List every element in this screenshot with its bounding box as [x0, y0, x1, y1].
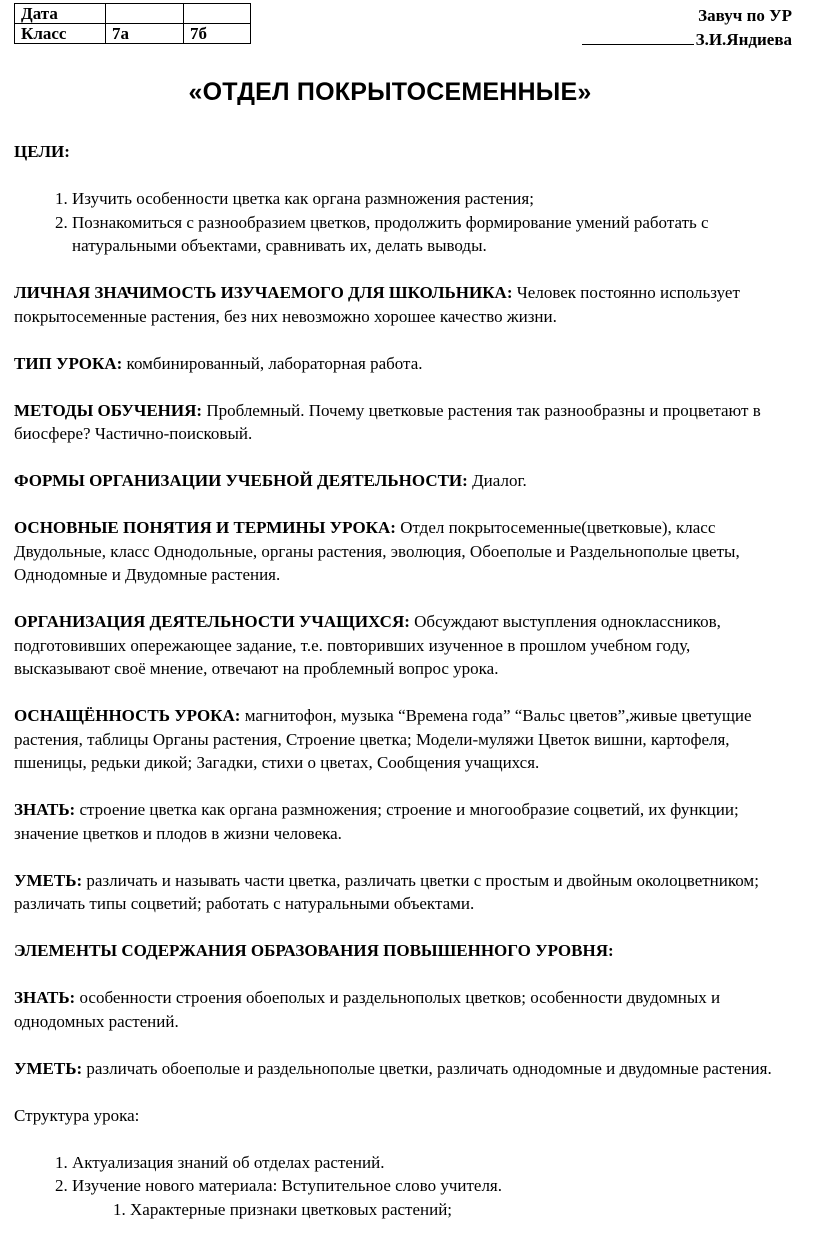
section-equipment — [14, 704, 790, 775]
section-advanced-be-able — [14, 1057, 790, 1081]
table-cell — [184, 4, 251, 24]
section-label: МЕТОДЫ ОБУЧЕНИЯ: — [14, 400, 203, 420]
structure-list — [14, 1151, 790, 1222]
section-know — [14, 798, 790, 845]
approval-block — [582, 4, 792, 52]
section-teaching-methods — [14, 399, 790, 446]
section-text: Диалог. — [467, 471, 527, 490]
list-item: 1. Актуализация знаний об отделах растений. — [72, 1151, 790, 1175]
section-label: ЗНАТЬ: — [14, 988, 76, 1007]
approver-title: Завуч по УР — [698, 6, 792, 25]
section-text: Проблемный. Почему цветковые растения так разнообразны и процветают в биосфере? Частично-поисковый. — [14, 400, 761, 443]
list-item: 1. Изучить особенности цветка как органа размножения растения; — [72, 187, 790, 211]
approver-signature — [582, 28, 792, 52]
section-activity-forms — [14, 469, 790, 493]
section-key-terms — [14, 516, 790, 587]
section-label: ФОРМЫ ОРГАНИЗАЦИИ УЧЕБНОЙ ДЕЯТЕЛЬНОСТИ: — [14, 471, 468, 490]
section-text: различать и называть части цветка, различать цветки с простым и двойным околоцветником; различать типы соцветий; работать с натуральными объектами. — [14, 870, 759, 913]
signature-line — [582, 28, 694, 45]
section-personal-significance — [14, 281, 790, 328]
table-cell — [106, 4, 184, 24]
section-student-activity — [14, 610, 790, 681]
document-title: «ОТДЕЛ ПОКРЫТОСЕМЕННЫЕ» — [188, 78, 592, 106]
document-body — [14, 140, 790, 1245]
section-label: УМЕТЬ: — [14, 870, 83, 890]
goals-heading: ЦЕЛИ: — [14, 142, 70, 161]
table-cell: 7б — [184, 24, 251, 44]
section-text: магнитофон, музыка “Времена года” “Вальс цветов”,живые цветущие растения, таблицы Органы растения, Строение цветка; Модели-муляжи Цветок вишни, картофеля, пшеницы, редьки дикой; Загадки, стихи о цветах, Сообщения учащихся. — [14, 706, 752, 772]
section-text: Человек постоянно использует покрытосеменные растения, без них невозможно хорошее качество жизни. — [14, 283, 740, 326]
section-lesson-type — [14, 352, 790, 376]
section-label: ЗНАТЬ: — [14, 800, 76, 819]
section-label: ОСНАЩЁННОСТЬ УРОКА: — [14, 706, 241, 725]
section-label: ОСНОВНЫЕ ПОНЯТИЯ И ТЕРМИНЫ УРОКА: — [14, 518, 396, 537]
table-cell: 7а — [106, 24, 184, 44]
table-row — [15, 4, 251, 24]
list-item — [72, 1174, 790, 1221]
section-text: комбинированный, лабораторная работа. — [122, 353, 423, 373]
section-advanced-level — [14, 939, 790, 963]
approver-name: З.И.Яндиева — [695, 30, 792, 49]
table-cell: Класс — [15, 24, 106, 44]
goals-list — [14, 187, 790, 258]
list-item: 1. Характерные признаки цветковых растений; — [130, 1198, 790, 1222]
section-text: особенности строения обоеполых и раздельнополых цветков; особенности двудомных и однодомных растений. — [14, 988, 721, 1031]
list-item-text: Изучение нового материала: Вступительное слово учителя. — [72, 1176, 503, 1195]
section-text: строение цветка как органа размножения; строение и многообразие соцветий, их функции; значение цветков и плодов в жизни человека. — [14, 800, 739, 843]
section-label: ЛИЧНАЯ ЗНАЧИМОСТЬ ИЗУЧАЕМОГО ДЛЯ ШКОЛЬНИКА: — [14, 283, 513, 302]
structure-heading: Структура урока: — [14, 1105, 140, 1125]
section-advanced-know — [14, 986, 790, 1033]
section-text: различать обоеполые и раздельнополые цветки, различать однодомные и двудомные растения. — [82, 1058, 772, 1078]
table-cell: Дата — [15, 4, 106, 24]
section-label: ЭЛЕМЕНТЫ СОДЕРЖАНИЯ ОБРАЗОВАНИЯ ПОВЫШЕННОГО УРОВНЯ: — [14, 941, 614, 960]
table-row — [15, 24, 251, 44]
section-label: ТИП УРОКА: — [14, 353, 123, 373]
class-date-table — [14, 3, 251, 44]
section-text: Отдел покрытосеменные(цветковые), класс Двудольные, класс Однодольные, органы растения, эволюция, Обоеполые и Раздельнополые цветы, Однодомные и Двудомные растения. — [14, 518, 740, 584]
list-item: 2. Познакомиться с разнообразием цветков, продолжить формирование умений работать с натуральными объектами, сравнивать их, делать выводы. — [72, 211, 790, 258]
section-text: Обсуждают выступления одноклассников, подготовивших опережающее задание, т.е. повторивших изученное в прошлом учебном году, высказывают своё мнение, отвечают на проблемный вопрос урока. — [14, 612, 721, 678]
section-label: УМЕТЬ: — [14, 1058, 83, 1078]
section-be-able — [14, 869, 790, 916]
structure-sublist — [72, 1198, 790, 1222]
section-label: ОРГАНИЗАЦИЯ ДЕЯТЕЛЬНОСТИ УЧАЩИХСЯ: — [14, 612, 410, 631]
